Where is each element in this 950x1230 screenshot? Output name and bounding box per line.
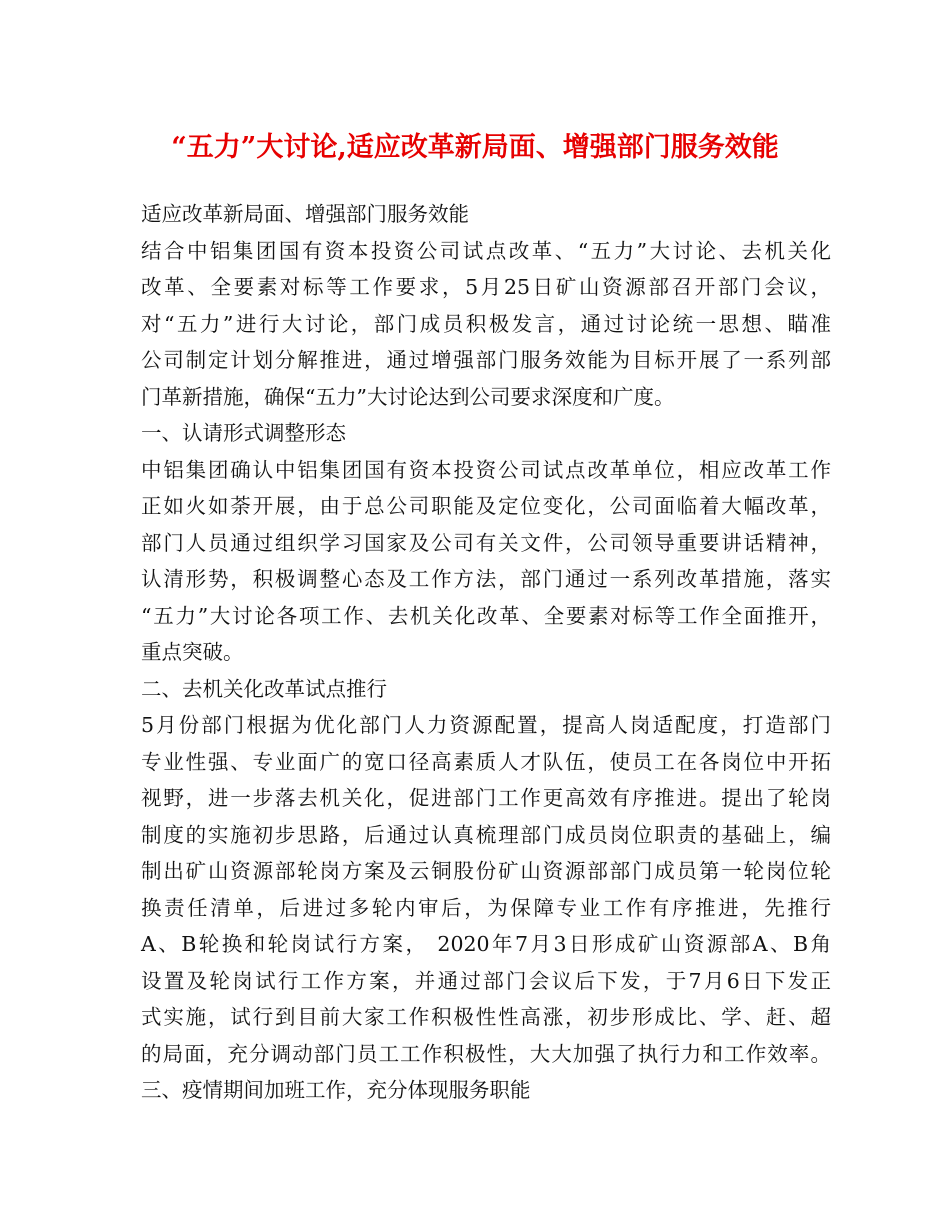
body-line: 制出矿山资源部轮岗方案及云铜股份矿山资源部部门成员第一轮岗位轮 (141, 859, 831, 883)
body-line: 部门人员通过组织学习国家及公司有关文件，公司领导重要讲话精神， (141, 530, 831, 555)
body-line: 换责任清单，后进过多轮内审后，为保障专业工作有序推进，先推行 (141, 895, 831, 920)
body-line: 门革新措施，确保“五力”大讨论达到公司要求深度和广度。 (141, 384, 675, 409)
body-line: 结合中铝集团国有资本投资公司试点改革、“五力”大讨论、去机关化 (141, 238, 831, 263)
body-line: 重点突破。 (141, 640, 244, 664)
body-line: 制度的实施初步思路，后通过认真梳理部门成员岗位职责的基础上，编 (141, 822, 831, 847)
body-line: 5月份部门根据为优化部门人力资源配置，提高人岗适配度，打造部门 (141, 713, 831, 737)
body-line: 二、去机关化改革试点推行 (141, 676, 387, 701)
body-line: 三、疫情期间加班工作，充分体现服务职能 (141, 1078, 531, 1102)
body-line: 视野，进一步落去机关化，促进部门工作更高效有序推进。提出了轮岗 (141, 786, 831, 810)
body-line: 对“五力”进行大讨论，部门成员积极发言，通过讨论统一思想、瞄准 (141, 311, 831, 336)
body-line: 适应改革新局面、增强部门服务效能 (141, 202, 469, 226)
body-line: 一、认请形式调整形态 (141, 421, 346, 445)
body-line: 中铝集团确认中铝集团国有资本投资公司试点改革单位，相应改革工作 (141, 457, 831, 482)
body-line: 的局面，充分调动部门员工工作积极性，大大加强了执行力和工作效率。 (141, 1041, 831, 1066)
body-line: 公司制定计划分解推进，通过增强部门服务效能为目标开展了一系列部 (141, 348, 831, 372)
body-line: 设置及轮岗试行工作方案，并通过部门会议后下发，于7月6日下发正 (141, 968, 831, 993)
document-title: “五力”大讨论,适应改革新局面、增强部门服务效能 (171, 132, 779, 163)
body-line: 专业性强、专业面广的宽口径高素质人才队伍，使员工在各岗位中开拓 (141, 749, 831, 774)
body-line: 正如火如荼开展，由于总公司职能及定位变化，公司面临着大幅改革， (141, 494, 831, 518)
body-line: 式实施，试行到目前大家工作积极性性高涨，初步形成比、学、赶、超 (141, 1005, 831, 1029)
body-line: 认清形势，积极调整心态及工作方法，部门通过一系列改革措施，落实 (141, 567, 831, 591)
body-line: “五力”大讨论各项工作、去机关化改革、全要素对标等工作全面推开， (141, 603, 831, 628)
document-body (141, 196, 831, 1109)
body-line: A、B轮换和轮岗试行方案， 2020年7月3日形成矿山资源部A、B角 (141, 932, 831, 956)
body-line: 改革、全要素对标等工作要求，5月25日矿山资源部召开部门会议， (141, 275, 831, 299)
